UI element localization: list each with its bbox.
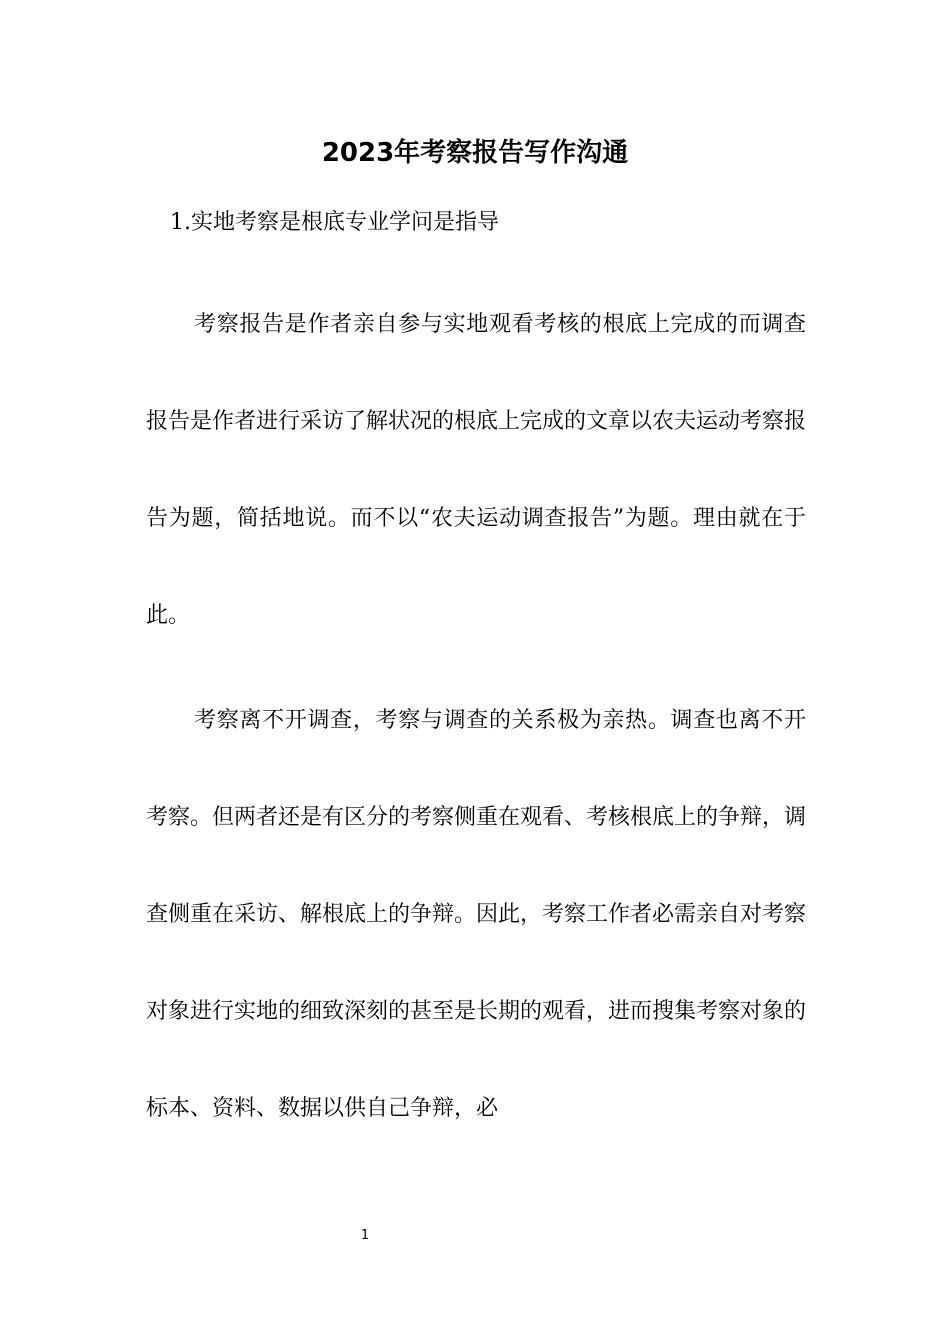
page-number: 1 [360,1228,370,1243]
section-heading: 1.实地考察是根底专业学问是指导 [170,210,499,235]
paragraph-2: 考察离不开调查，考察与调查的关系极为亲热。调查也离不开考察。但两者还是有区分的考察侧重在观看、考核根底上的争辩，调查侧重在采访、解根底上的争辩。因此，考察工作者必需亲自对考察对象进行实地的细致深刻的甚至是长期的观看，进而搜集考察对象的标本、资料、数据以供自己争辩，必 [146,708,807,1121]
paragraph-1: 考察报告是作者亲自参与实地观看考核的根底上完成的而调查报告是作者进行采访了解状况的根底上完成的文章以农夫运动考察报告为题，简括地说。而不以“农夫运动调查报告”为题。理由就在于此。 [146,312,807,628]
document-title: 2023年考察报告写作沟通 [321,138,629,168]
